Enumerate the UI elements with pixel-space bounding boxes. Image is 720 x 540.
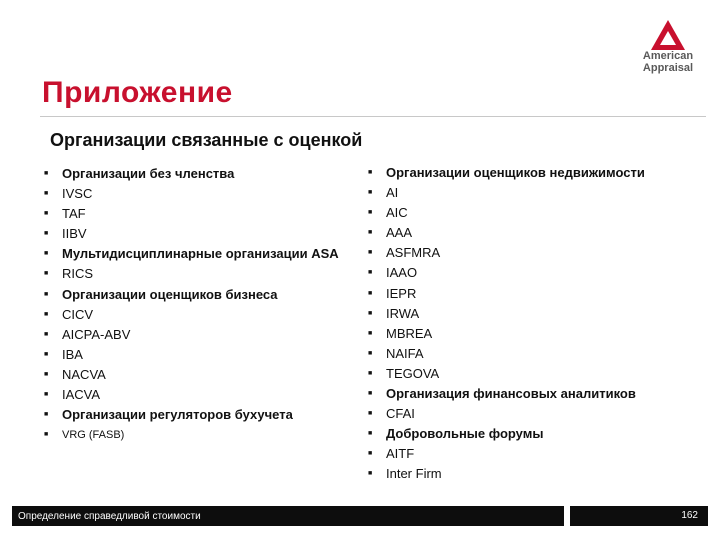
list-item: ■ TAF	[44, 204, 344, 224]
list-item: ■ AITF	[368, 444, 698, 464]
logo-text-line2: Appraisal	[642, 62, 694, 74]
right-organization-list	[368, 163, 698, 485]
page-number-box	[570, 506, 708, 526]
list-item: ■ AICPA-ABV	[44, 325, 344, 345]
list-item: ■ VRG (FASB)	[44, 425, 344, 445]
list-item: ■ ASFMRA	[368, 243, 698, 263]
list-item: ■ Добровольные форумы	[368, 424, 698, 444]
title-divider	[40, 116, 706, 117]
list-item: ■ IAAO	[368, 263, 698, 283]
list-item: ■ Организации регуляторов бухучета	[44, 405, 344, 425]
page-title: Приложение	[42, 76, 233, 109]
list-item: ■ Организации оценщиков недвижимости	[368, 163, 698, 183]
list-item: ■ IVSC	[44, 184, 344, 204]
footer-bar	[12, 506, 564, 526]
american-appraisal-logo	[636, 20, 700, 90]
list-item: ■ NACVA	[44, 365, 344, 385]
list-item: ■ AAA	[368, 223, 698, 243]
list-item: ■ CFAI	[368, 404, 698, 424]
list-item: ■ IACVA	[44, 385, 344, 405]
list-item: ■ CICV	[44, 305, 344, 325]
list-item: ■ Мультидисциплинарные организации ASA	[44, 244, 344, 264]
footer-text: Определение справедливой стоимости	[18, 511, 201, 522]
list-item: ■ AIC	[368, 203, 698, 223]
list-item: ■ IIBV	[44, 224, 344, 244]
list-item: ■ MBREA	[368, 324, 698, 344]
list-item: ■ Организация финансовых аналитиков	[368, 384, 698, 404]
list-item: ■ IBA	[44, 345, 344, 365]
logo-text-line1: American	[642, 50, 694, 62]
list-item: ■ IEPR	[368, 284, 698, 304]
list-item: ■ IRWA	[368, 304, 698, 324]
list-item: ■ NAIFA	[368, 344, 698, 364]
triangle-logo-icon	[651, 20, 685, 50]
left-organization-list	[44, 164, 344, 445]
page-number: 162	[681, 510, 698, 521]
list-item: ■ TEGOVA	[368, 364, 698, 384]
list-item: ■ AI	[368, 183, 698, 203]
page-subtitle: Организации связанные с оценкой	[50, 130, 363, 150]
list-item: ■ RICS	[44, 264, 344, 284]
list-item: ■ Организации без членства	[44, 164, 344, 184]
list-item: ■ Inter Firm	[368, 464, 698, 484]
list-item: ■ Организации оценщиков бизнеса	[44, 285, 344, 305]
